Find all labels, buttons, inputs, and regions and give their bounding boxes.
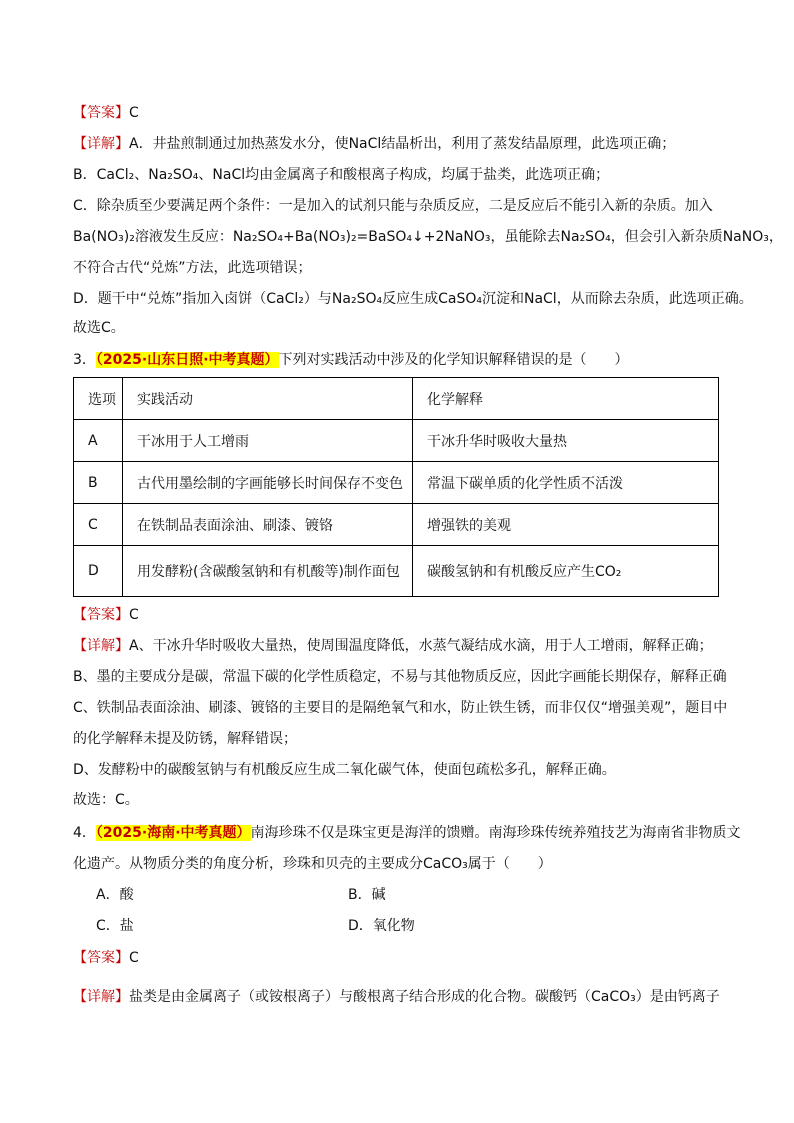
detail-label: 【详解】 bbox=[73, 638, 129, 654]
q2-detail-c3: 不符合古代“兑炼”方法，此选项错误； bbox=[73, 260, 312, 276]
q2-detail-d: D．题干中“兑炼”指加入卤饼（CaCl₂）与Na₂SO₄反应生成CaSO₄沉淀和NaCl，从而除去杂质，此选项正确。 bbox=[73, 291, 753, 307]
q4-stem-line1 bbox=[73, 822, 741, 844]
answer-value: C bbox=[129, 950, 139, 966]
q3-answer-line bbox=[73, 604, 139, 626]
question-number: 4． bbox=[73, 825, 96, 841]
q3-detail-d: D、发酵粉中的碳酸氢钠与有机酸反应生成二氧化碳气体，使面包疏松多孔，解释正确。 bbox=[73, 762, 616, 778]
q2-detail-a bbox=[73, 133, 675, 155]
table-cell: 常温下碳单质的化学性质不活泼 bbox=[413, 462, 719, 504]
q3-table bbox=[73, 377, 719, 597]
table-row bbox=[74, 462, 719, 504]
table-row bbox=[74, 420, 719, 462]
detail-label: 【详解】 bbox=[73, 136, 129, 152]
table-cell: 用发酵粉(含碳酸氢钠和有机酸等)制作面包 bbox=[123, 546, 413, 597]
q3-detail-c2: 的化学解释未提及防锈，解释错误； bbox=[73, 731, 297, 747]
answer-value: C bbox=[129, 105, 139, 121]
q3-detail-c1: C、铁制品表面涂油、刷漆、镀铬的主要目的是隔绝氧气和水，防止铁生锈，而非仅仅“增强美观”，题目中 bbox=[73, 700, 728, 716]
q3-conclusion: 故选：C。 bbox=[73, 792, 139, 808]
detail-text: A．井盐煎制通过加热蒸发水分，使NaCl结晶析出，利用了蒸发结晶原理，此选项正确； bbox=[129, 136, 676, 152]
table-cell: C bbox=[74, 504, 123, 546]
table-cell: 干冰用于人工增雨 bbox=[123, 420, 413, 462]
option-b: B．碱 bbox=[348, 887, 386, 903]
q4-stem-line2: 化遗产。从物质分类的角度分析，珍珠和贝壳的主要成分CaCO₃属于（ ） bbox=[73, 856, 552, 872]
q4-answer-line bbox=[73, 947, 139, 969]
q2-detail-c2: Ba(NO₃)₂溶液发生反应：Na₂SO₄+Ba(NO₃)₂=BaSO₄↓+2NaNO₃，虽能除去Na₂SO₄，但会引入新杂质NaNO₃， bbox=[73, 229, 783, 245]
q3-stem bbox=[73, 349, 629, 371]
source-badge: （2025·山东日照·中考真题） bbox=[95, 352, 279, 368]
table-row bbox=[74, 504, 719, 546]
table-cell: 碳酸氢钠和有机酸反应产生CO₂ bbox=[413, 546, 719, 597]
answer-label: 【答案】 bbox=[73, 950, 129, 966]
answer-value: C bbox=[129, 607, 139, 623]
q2-conclusion: 故选C。 bbox=[73, 320, 125, 336]
option-c: C．盐 bbox=[96, 918, 134, 934]
q4-detail bbox=[73, 986, 720, 1008]
answer-label: 【答案】 bbox=[73, 105, 129, 121]
detail-text: A、干冰升华时吸收大量热，使周围温度降低，水蒸气凝结成水滴，用于人工增雨，解释正确； bbox=[129, 638, 713, 654]
table-header-row bbox=[74, 378, 719, 420]
q3-detail-a bbox=[73, 635, 713, 657]
table-header-cell: 化学解释 bbox=[413, 378, 719, 420]
source-badge: （2025·海南·中考真题） bbox=[95, 825, 251, 841]
detail-text: 盐类是由金属离子（或铵根离子）与酸根离子结合形成的化合物。碳酸钙（CaCO₃）是由钙离子 bbox=[129, 989, 720, 1005]
table-cell: D bbox=[74, 546, 123, 597]
question-text: 下列对实践活动中涉及的化学知识解释错误的是（ ） bbox=[278, 352, 629, 368]
table-header-cell: 选项 bbox=[74, 378, 123, 420]
table-header-cell: 实践活动 bbox=[123, 378, 413, 420]
option-d: D．氧化物 bbox=[348, 918, 415, 934]
table-cell: A bbox=[74, 420, 123, 462]
table-cell: 古代用墨绘制的字画能够长时间保存不变色 bbox=[123, 462, 413, 504]
table-cell: B bbox=[74, 462, 123, 504]
q2-detail-c1: C．除杂质至少要满足两个条件：一是加入的试剂只能与杂质反应，二是反应后不能引入新的杂质。加入 bbox=[73, 198, 713, 214]
question-text: 南海珍珠不仅是珠宝更是海洋的馈赠。南海珍珠传统养殖技艺为海南省非物质文 bbox=[250, 825, 741, 841]
q2-detail-b: B．CaCl₂、Na₂SO₄、NaCl均由金属离子和酸根离子构成，均属于盐类，此选项正确； bbox=[73, 167, 610, 183]
table-cell: 干冰升华时吸收大量热 bbox=[413, 420, 719, 462]
q3-detail-b: B、墨的主要成分是碳，常温下碳的化学性质稳定，不易与其他物质反应，因此字画能长期保存，解释正确 bbox=[73, 669, 727, 685]
answer-label: 【答案】 bbox=[73, 607, 129, 623]
question-number: 3． bbox=[73, 352, 96, 368]
q2-answer-line bbox=[73, 102, 139, 124]
option-a: A．酸 bbox=[96, 887, 134, 903]
table-cell: 在铁制品表面涂油、刷漆、镀铬 bbox=[123, 504, 413, 546]
detail-label: 【详解】 bbox=[73, 989, 129, 1005]
table-row bbox=[74, 546, 719, 597]
table-cell: 增强铁的美观 bbox=[413, 504, 719, 546]
